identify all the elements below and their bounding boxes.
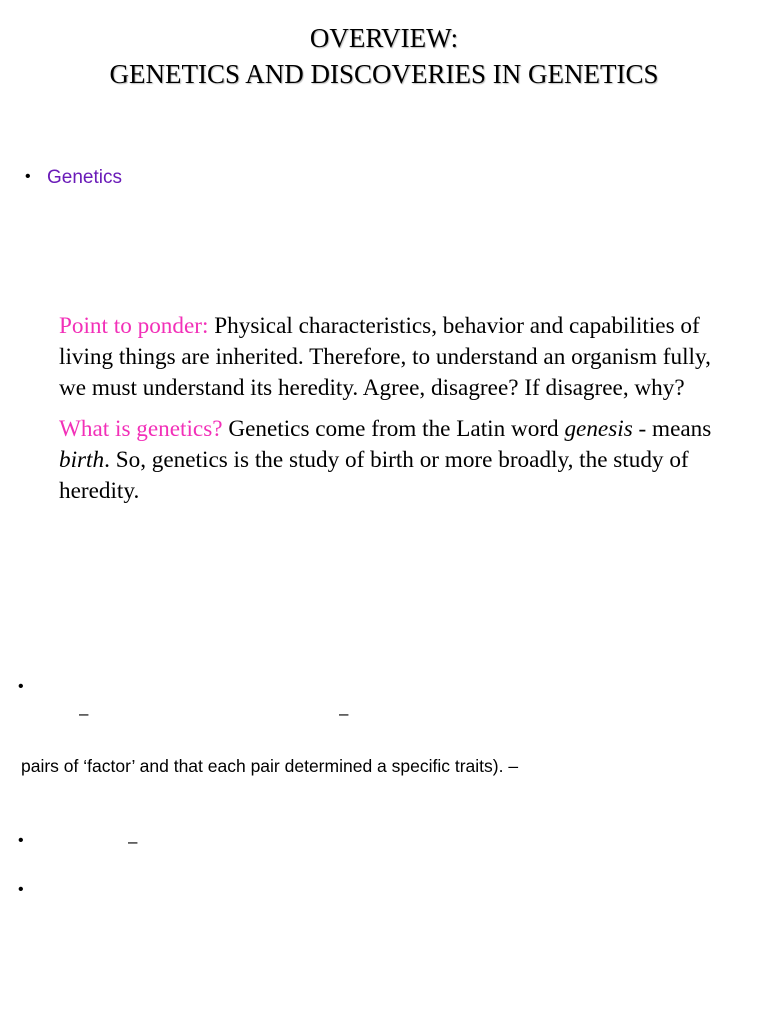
bullet-marker: • — [18, 832, 24, 849]
what-is-genetics-text-3: . So, genetics is the study of birth or more broadly, the study of heredity. — [59, 447, 689, 504]
genetics-bullet-text: Genetics — [47, 167, 122, 188]
page-title-line-1: OVERVIEW: — [309, 23, 459, 53]
what-is-genetics-text-2: - means — [632, 416, 712, 442]
dash-mark: – — [79, 704, 89, 723]
what-is-genetics-label: What is genetics? — [59, 416, 223, 442]
what-is-genetics-paragraph — [59, 414, 719, 507]
bullet-marker: • — [18, 881, 24, 898]
point-to-ponder-paragraph — [59, 311, 719, 404]
dash-mark: – — [339, 704, 349, 723]
ponder-text-box — [59, 311, 719, 517]
dash-mark: – — [128, 832, 138, 851]
genesis-word: genesis — [564, 416, 633, 442]
page-title-line-2: GENETICS AND DISCOVERIES IN GENETICS — [109, 59, 659, 89]
point-to-ponder-label: Point to ponder: — [59, 313, 209, 339]
point-to-ponder-text: Physical characteristics, behavior and capabilities of living things are inherited. Therefore, to understand an organism fully, we must understand its heredity. Agree, disagree? If disagree, why? — [59, 313, 711, 401]
birth-word: birth — [59, 447, 105, 473]
bullet-marker: • — [18, 678, 24, 695]
what-is-genetics-text-1: Genetics come from the Latin word — [222, 416, 565, 442]
pairs-of-factor-text: pairs of ‘factor’ and that each pair determined a specific traits). – — [21, 756, 519, 776]
bullet-marker: • — [25, 168, 31, 185]
